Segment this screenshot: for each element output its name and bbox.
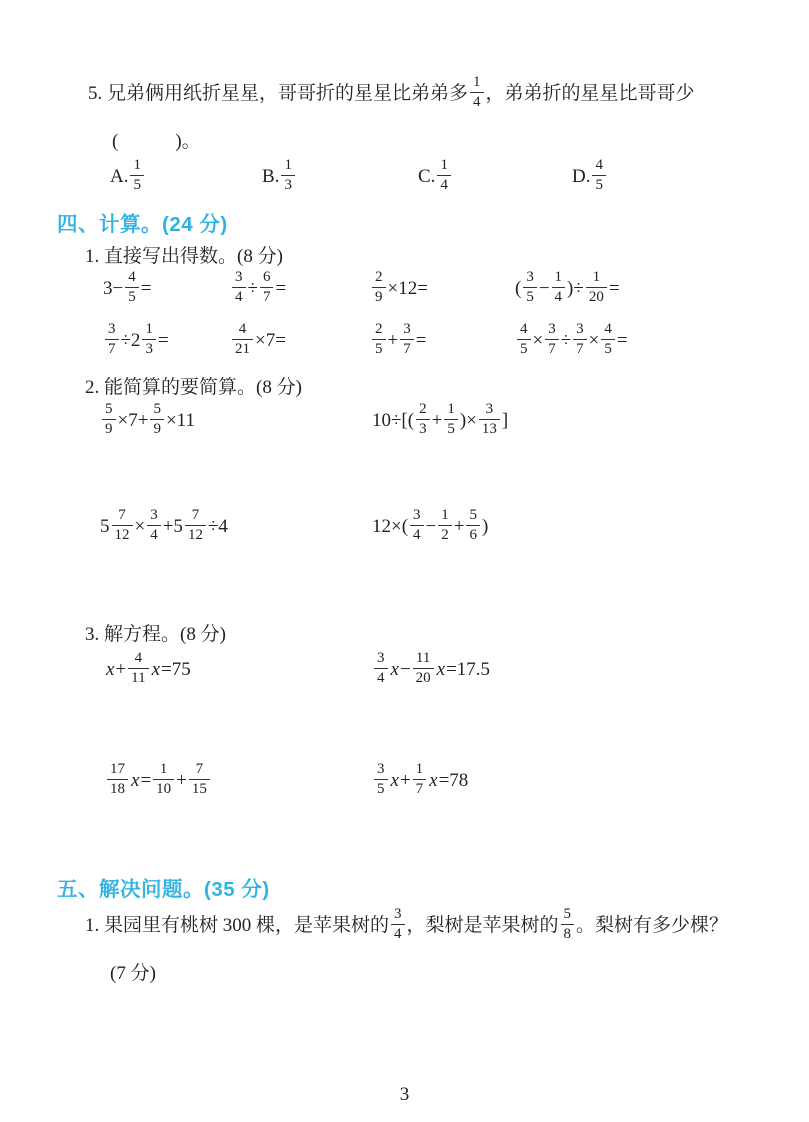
math-equation: $\frac{3}{4}$ x− $\frac{11}{20}$ x=17.5 [372,645,795,695]
section-4-q1-label: 1. 直接写出得数。(8 分) [85,246,283,267]
option-d-label: D. [572,166,591,187]
math-expression: $\frac{3}{4}$ ÷ $\frac{6}{7}$ = [230,264,370,314]
option-a [110,152,262,202]
q3-equation-row-1 [105,645,795,695]
math-expression: $\frac{4}{21}$ ×7= [230,316,370,366]
section-4-q3-label: 3. 解方程。(8 分) [85,624,226,645]
math-equation: $\frac{3}{5}$ x+ $\frac{1}{7}$ x=78 [372,756,795,806]
q2-expr-row-1 [100,396,790,446]
question-5-options [110,152,710,202]
question-5-text: 5. 兄弟俩用纸折星星，哥哥折的星星比弟弟多 $\frac{1}{4}$ ，弟弟折的星星比哥哥少 [88,73,695,111]
q1-calc-row-2 [103,316,793,366]
math-expression: 10÷[( $\frac{2}{3}$ + $\frac{1}{5}$ )× $\frac{3}{13}$ ] [372,400,509,438]
option-b [262,152,418,202]
option-c-fraction: $\frac{1}{4}$ [435,166,453,187]
section-5-q1-text: 1. 果园里有桃树 300 棵，是苹果树的 $\frac{3}{4}$ ，梨树是苹果树的 $\frac{5}{8}$ 。梨树有多少棵？ [85,905,729,943]
math-expression: $\frac{5}{9}$ ×7+ $\frac{5}{9}$ ×11 [100,396,372,446]
math-expression: $\frac{4}{5}$ × $\frac{3}{7}$ ÷ $\frac{3}{7}$ × $\frac{4}{5}$ = [515,316,793,366]
math-expression: 12×( $\frac{3}{4}$ − $\frac{1}{2}$ + $\frac{5}{6}$ ) [372,506,489,544]
option-d-fraction: $\frac{4}{5}$ [590,166,608,187]
page-number: 3 [399,1084,410,1105]
math-expression: ( $\frac{3}{5}$ − $\frac{1}{4}$ )÷ $\frac{1}{20}$ = [515,268,620,306]
math-expression: $\frac{3}{7}$ ÷2 $\frac{1}{3}$ = [103,316,230,366]
option-b-label: B. [262,166,280,187]
math-expression: $\frac{2}{5}$ + $\frac{3}{7}$ = [370,316,515,366]
question-5-answer-blank: ( )。 [112,131,201,152]
section-4-q2-label: 2. 能简算的要简算。(8 分) [85,377,302,398]
section-4-title: 四、计算。(24 分) [57,213,228,236]
q3-equation-row-2 [105,756,795,806]
option-a-label: A. [110,166,129,187]
math-expression: 3− $\frac{4}{5}$ = [103,268,152,306]
math-expression: $\frac{2}{9}$ ×12= [370,264,515,314]
section-5-q1-points: (7 分) [110,963,156,984]
math-expression: 5 $\frac{7}{12}$ × $\frac{3}{4}$ +5 $\frac{7}{12}$ ÷4 [100,506,228,544]
option-b-fraction: $\frac{1}{3}$ [279,166,297,187]
option-a-fraction: $\frac{1}{5}$ [128,166,146,187]
math-equation: $\frac{17}{18}$ x= $\frac{1}{10}$ + $\frac{7}{15}$ [105,756,372,806]
option-c-label: C. [418,166,436,187]
q2-expr-row-2 [100,502,790,552]
section-5-title: 五、解决问题。(35 分) [57,878,270,901]
q1-calc-row-1 [103,264,793,314]
math-equation: x+ $\frac{4}{11}$ x=75 [106,649,191,687]
option-c [418,152,572,202]
option-d [572,152,710,202]
